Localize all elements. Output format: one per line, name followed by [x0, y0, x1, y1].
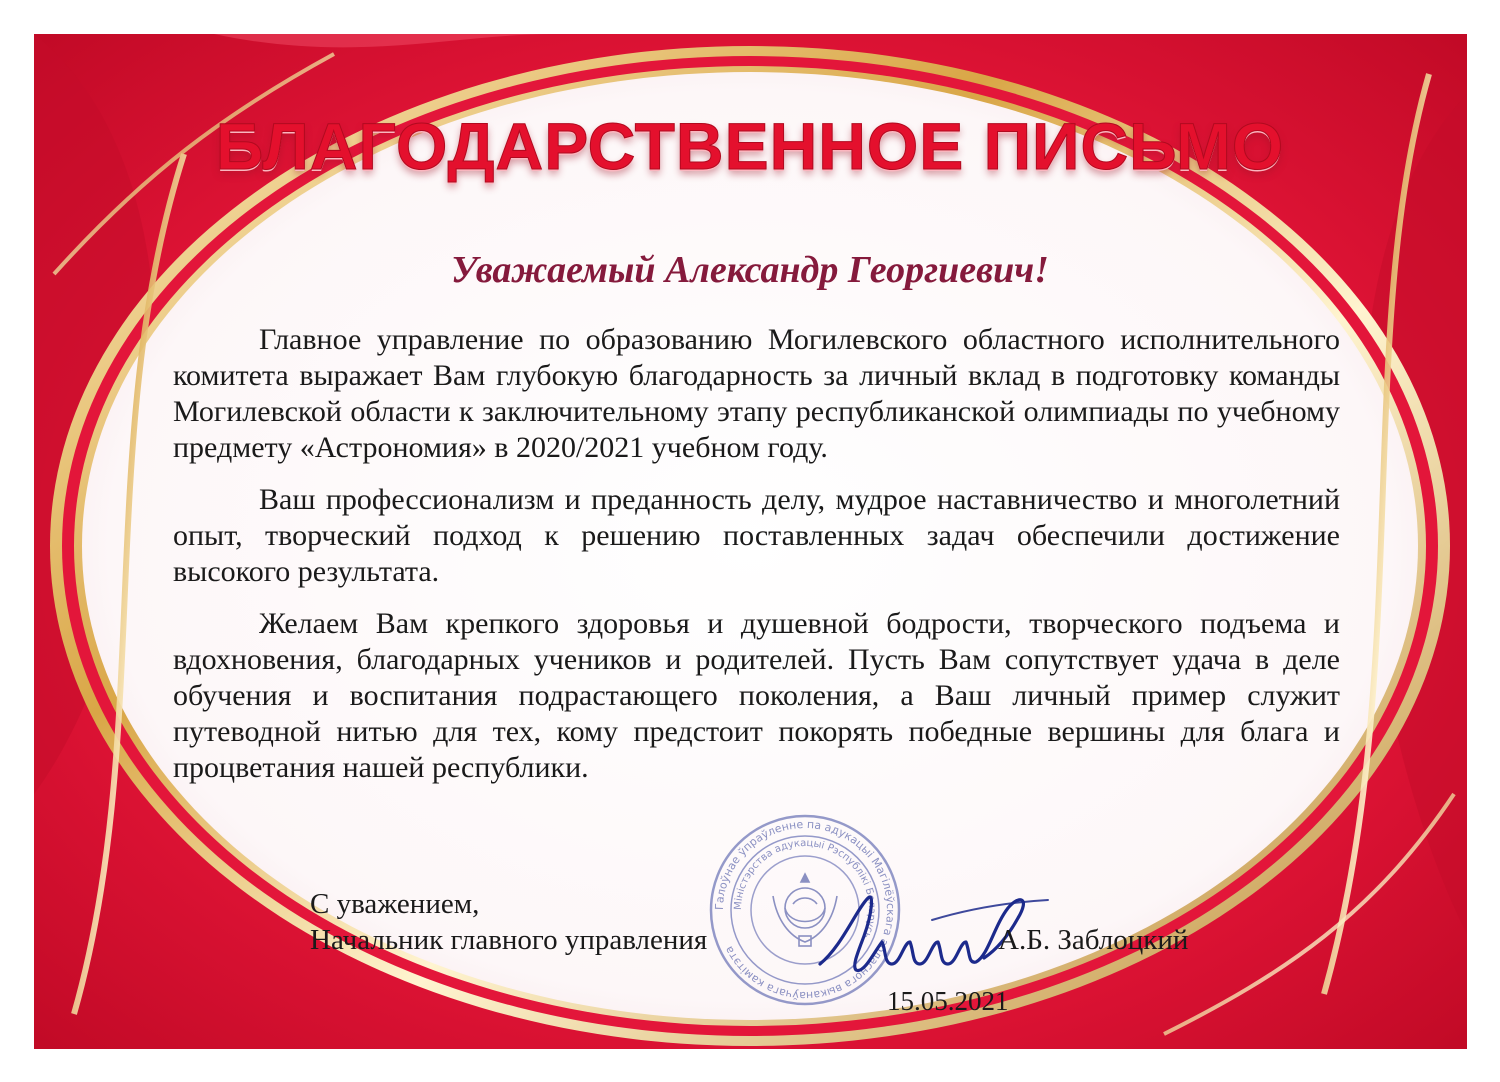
- letter-date: 15.05.2021: [887, 986, 1009, 1016]
- page-title: БЛАГОДАРСТВЕННОЕ ПИСЬМО: [215, 109, 1285, 183]
- letter-body: [173, 322, 1340, 802]
- paragraph-3: Желаем Вам крепкого здоровья и душевной бодрости, творческого подъема и вдохновения, благодарных учеников и родителей. Пусть Вам сопутствует удача в деле обучения и воспитания подрастающего поколения, а Ваш личный пример служит путеводной нитью для тех, кому предстоит покорять победные вершины для блага и процветания нашей республики.: [173, 607, 1340, 784]
- seal-inner-text: Міністэрства адукацыі Рэспублікі Беларусь: [732, 837, 878, 940]
- paragraph-1: Главное управление по образованию Могилевского областного исполнительного комитета выражает Вам глубокую благодарность за личный вклад в подготовку команды Могилевской области к заключительному этапу республиканской олимпиады по учебному предмету «Астрономия» в 2020/2021 учебном году.: [173, 323, 1340, 464]
- signatory-position: Начальник главного управления: [310, 924, 708, 956]
- salutation: Уважаемый Александр Георгиевич!: [451, 249, 1049, 291]
- paragraph-2: Ваш профессионализм и преданность делу, мудрое наставничество и многолетний опыт, творческий подход к решению поставленных задач обеспечили достижение высокого результата.: [173, 483, 1340, 588]
- signature-closing: С уважением,: [310, 888, 480, 920]
- signatory-name: А.Б. Заблоцкий: [998, 924, 1189, 956]
- seal-outer-text: Галоўнае ўпраўленне па адукацыі Магілёўскага абласнога выканаўчага камітэта: [712, 817, 898, 1003]
